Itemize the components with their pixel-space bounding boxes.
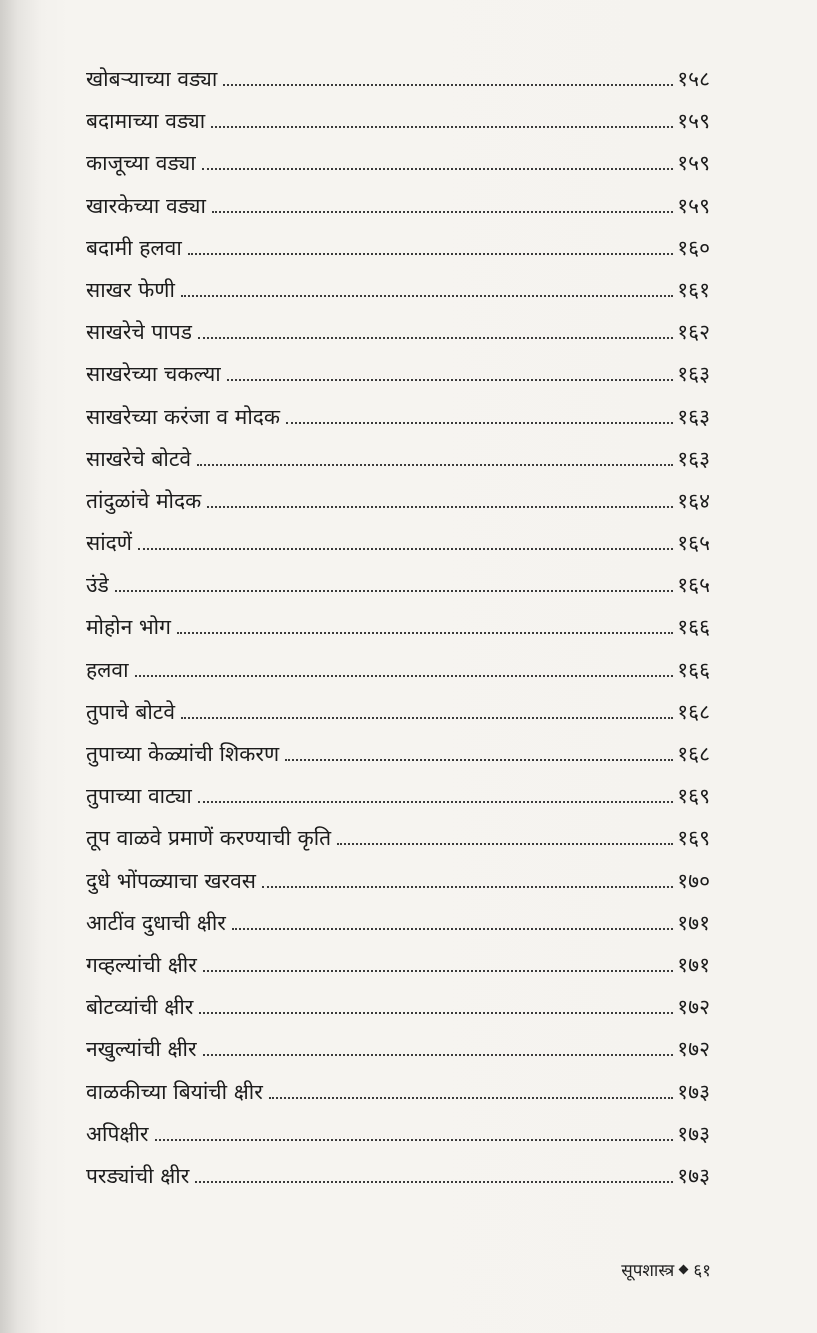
table-of-contents — [86, 58, 710, 1197]
dot-leader — [177, 630, 673, 634]
toc-entry — [86, 1155, 710, 1197]
toc-entry-page: १७३ — [677, 1079, 710, 1104]
dot-leader — [285, 757, 673, 761]
toc-entry-page: १६५ — [677, 573, 710, 598]
toc-entry-page: १७३ — [677, 1121, 710, 1146]
toc-entry-page: १६६ — [677, 657, 710, 682]
dot-leader — [203, 1052, 674, 1056]
dot-leader — [232, 926, 673, 930]
dot-leader — [181, 293, 673, 297]
toc-entry — [86, 480, 710, 522]
toc-entry-page: १६० — [677, 235, 710, 260]
toc-entry-title: वाळकीच्या बियांची क्षीर — [86, 1079, 263, 1104]
toc-entry-title: साखरेच्या करंजा व मोदक — [86, 404, 281, 429]
toc-entry — [86, 269, 710, 311]
dot-leader — [197, 462, 673, 466]
dot-leader — [138, 546, 673, 550]
toc-entry — [86, 691, 710, 733]
toc-entry-title: काजूच्या वड्या — [86, 151, 196, 176]
toc-entry-page: १६८ — [677, 742, 710, 766]
toc-entry-page: १६९ — [677, 784, 710, 809]
toc-entry-title: साखरेचे पापड — [86, 320, 192, 345]
toc-entry — [86, 817, 710, 859]
dot-leader — [227, 377, 674, 381]
toc-entry-title: गव्हल्यांची क्षीर — [86, 952, 197, 977]
toc-entry-page: १६३ — [677, 362, 710, 387]
toc-entry — [86, 396, 710, 438]
toc-entry-page: १६३ — [677, 446, 710, 471]
dot-leader — [198, 799, 673, 803]
toc-entry — [86, 522, 710, 564]
toc-entry-title: खारकेच्या वड्या — [86, 193, 206, 218]
toc-entry-page: १५९ — [677, 109, 710, 134]
toc-entry — [86, 227, 710, 269]
dot-leader — [269, 1095, 673, 1099]
toc-entry-title: बोटव्यांची क्षीर — [86, 995, 194, 1020]
toc-entry-title: तूप वाळवे प्रमाणें करण्याची कृति — [86, 826, 332, 851]
dot-leader — [223, 82, 673, 86]
toc-entry-page: १५९ — [677, 151, 710, 176]
toc-entry — [86, 185, 710, 227]
toc-entry-page: १५९ — [677, 193, 710, 218]
toc-entry-page: १६८ — [677, 699, 710, 724]
toc-entry-page: १७१ — [677, 952, 710, 977]
toc-entry-title: दुधे भोंपळ्याचा खरवस — [86, 868, 256, 893]
toc-entry — [86, 438, 710, 480]
toc-entry — [86, 100, 710, 142]
toc-entry-page: १५८ — [677, 67, 710, 91]
toc-entry — [86, 775, 710, 817]
toc-entry-title: साखर फेणी — [86, 277, 175, 302]
book-title: सूपशास्त्र — [621, 1261, 675, 1281]
dot-leader — [211, 124, 673, 128]
dot-leader — [135, 673, 674, 677]
dot-leader — [195, 1179, 673, 1183]
toc-entry — [86, 649, 710, 691]
toc-entry-title: खोबऱ्याच्या वड्या — [86, 67, 218, 91]
toc-entry-page: १६९ — [677, 826, 710, 851]
page-number: ६१ — [693, 1261, 711, 1281]
toc-entry-title: सांदणें — [86, 531, 132, 556]
toc-entry — [86, 1113, 710, 1155]
toc-entry — [86, 944, 710, 986]
dot-leader — [181, 715, 673, 719]
toc-entry-title: साखरेच्या चकल्या — [86, 362, 221, 387]
toc-entry — [86, 733, 710, 775]
dot-leader — [262, 884, 673, 888]
dot-leader — [155, 1137, 674, 1141]
toc-entry-page: १७३ — [677, 1163, 710, 1188]
toc-entry — [86, 606, 710, 648]
toc-entry-title: बदामाच्या वड्या — [86, 109, 206, 134]
dot-leader — [203, 968, 673, 972]
toc-entry-title: आटींव दुधाची क्षीर — [86, 910, 226, 935]
toc-entry — [86, 353, 710, 395]
toc-entry-title: मोहोन भोग — [86, 615, 171, 640]
diamond-icon — [679, 1265, 689, 1275]
toc-entry-page: १६४ — [677, 488, 710, 513]
toc-entry — [86, 58, 710, 100]
toc-entry — [86, 142, 710, 184]
toc-entry-title: साखरेचे बोटवे — [86, 446, 192, 471]
dot-leader — [199, 1010, 673, 1014]
toc-entry-page: १७२ — [677, 1037, 710, 1062]
toc-entry — [86, 311, 710, 353]
dot-leader — [286, 420, 673, 424]
toc-entry — [86, 860, 710, 902]
page-footer — [621, 1258, 711, 1281]
toc-entry-page: १७२ — [677, 995, 710, 1020]
toc-entry — [86, 564, 710, 606]
dot-leader — [198, 335, 673, 339]
toc-entry-title: तांदुळांचे मोदक — [86, 488, 202, 513]
dot-leader — [115, 588, 673, 592]
toc-entry-title: अपिक्षीर — [86, 1121, 149, 1146]
toc-entry-page: १६३ — [677, 404, 710, 429]
dot-leader — [207, 504, 673, 508]
toc-entry-page: १६२ — [677, 320, 710, 345]
dot-leader — [202, 166, 674, 170]
toc-entry-title: बदामी हलवा — [86, 235, 182, 260]
toc-entry-title: तुपाचे बोटवे — [86, 699, 176, 724]
toc-entry — [86, 986, 710, 1028]
toc-entry-page: १६१ — [677, 277, 710, 302]
toc-entry-page: १७० — [677, 868, 710, 893]
toc-entry-page: १६५ — [677, 531, 710, 556]
toc-entry-title: नखुल्यांची क्षीर — [86, 1037, 197, 1062]
dot-leader — [212, 209, 673, 213]
toc-entry-title: तुपाच्या केळ्यांची शिकरण — [86, 742, 280, 766]
toc-entry-page: १६६ — [677, 615, 710, 640]
toc-entry-title: परड्यांची क्षीर — [86, 1163, 190, 1188]
toc-entry-title: उंडे — [86, 573, 109, 598]
toc-entry-page: १७१ — [677, 910, 710, 935]
toc-entry-title: हलवा — [86, 657, 129, 682]
dot-leader — [337, 841, 673, 845]
toc-entry — [86, 1071, 710, 1113]
toc-entry — [86, 1028, 710, 1070]
toc-entry — [86, 902, 710, 944]
toc-entry-title: तुपाच्या वाट्या — [86, 784, 192, 809]
dot-leader — [188, 251, 673, 255]
